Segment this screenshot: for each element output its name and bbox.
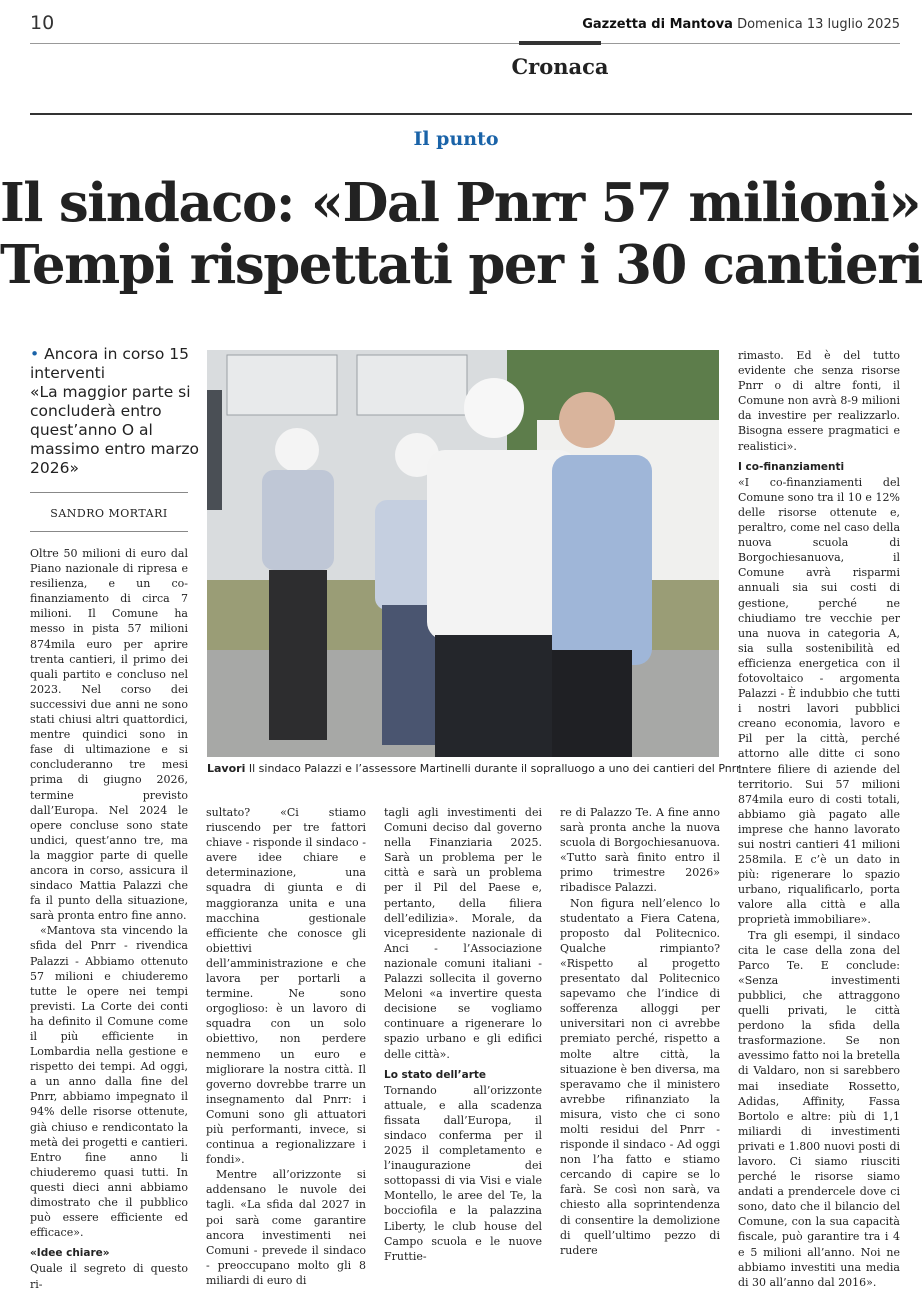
construction-site-photo bbox=[207, 350, 719, 757]
caption-label: Lavori bbox=[207, 762, 246, 775]
subheading: I co-finanziamenti bbox=[738, 460, 845, 473]
blue-bullet-icon: • bbox=[30, 345, 40, 363]
paragraph: «I co-finanziamenti del Comune sono tra il 10 e 12% delle risorse ottenute e, peraltro, come nel caso della nuova scuola di Borgochiesanuova, il Comune avrà risparmi annuali sia sui costi di gestione, perché ne chiudiamo tre vecchie per una nuova in categoria A, sia sulla sostenibilità ed efficienza energetica con il fotovoltaico - argomenta Palazzi - È indubbio che tutti i nostri lavori pubblici creano economia, lavoro e Pil per la città, perché attorno alle ditte ci sono intere filiere di aziende del territorio. Sui 57 milioni 874mila euro di costi totali, abbiamo già pagato alle imprese che hanno lavorato sui nostri cantieri 41 milioni 258mila. E c’è un dato in più: rigenerare lo spazio urbano, riqualificarlo, porta valore alla città e alla proprietà immobiliare». bbox=[738, 475, 900, 927]
masthead-line bbox=[582, 17, 900, 32]
section-divider bbox=[30, 113, 912, 115]
author-byline: SANDRO MORTARI bbox=[50, 507, 168, 520]
text-column-5 bbox=[738, 348, 900, 1289]
text-column-1 bbox=[30, 546, 188, 1291]
section-name: Cronaca bbox=[511, 54, 609, 79]
paragraph: Non figura nell’elenco lo studentato a Fiera Catena, proposto dal Politecnico. Qualche rimpianto? «Rispetto al progetto presentato dal Politecnico sapevamo che l’indice di sofferenza alloggi per universitari non ci avrebbe premiato perché, rispetto a molte altre città, la situazione è ben diversa, ma speravamo che il ministero avrebbe rifinanziato la misura, visto che ci sono molti residui del Pnrr - risponde il sindaco - Ad oggi non l’ha fatto e stiamo cercando di capire se lo farà. Se così non sarà, va chiesto alla soprintendenza di consentire la demolizione di quell’ultimo pezzo di rudere bbox=[560, 896, 720, 1257]
caption-text: Il sindaco Palazzi e l’assessore Martinelli durante il sopralluogo a uno dei cantieri del Pnrr bbox=[245, 762, 741, 775]
paragraph: Tra gli esempi, il sindaco cita le case della zona del Parco Te. E conclude: «Senza investimenti pubblici, che attraggono quelli privati, le città perdono la sfida della trasformazione. Se non avessimo fatto noi la bretella di Valdaro, non si sarebbero mai insediate Rossetto, Adidas, Affinity, Fassa Bortolo e altre: più di 1,1 miliardi di investimenti privati e 1.800 nuovi posti di lavoro. Ci siamo riusciti perché le risorse siamo andati a prendercele dove ci sono, dato che il bilancio del Comune, con la sua capacità fiscale, può garantire tra i 4 e 5 milioni all’anno. Noi ne abbiamo investiti una media di 30 all’anno dal 2016». bbox=[738, 928, 900, 1289]
text-column-3 bbox=[384, 805, 542, 1263]
text-column-2 bbox=[206, 805, 366, 1287]
subheading: «Idee chiare» bbox=[30, 1247, 110, 1260]
newspaper-name: Gazzetta di Mantova bbox=[582, 17, 733, 32]
paragraph: re di Palazzo Te. A fine anno sarà pronta anche la nuova scuola di Borgochiesanuova. «Tutto sarà finito entro il primo trimestre 2026» ribadisce Palazzi. bbox=[560, 806, 720, 895]
section-bar bbox=[519, 41, 601, 45]
article-summary bbox=[30, 345, 200, 478]
paragraph: rimasto. Ed è del tutto evidente che senza risorse Pnrr o di altre fonti, il Comune non avrà 8-9 milioni da investire per realizzarlo. Bisogna essere pragmatici e realistici». bbox=[738, 349, 900, 453]
top-divider bbox=[30, 43, 900, 44]
article-kicker: Il punto bbox=[413, 128, 499, 150]
subheading: Lo stato dell’arte bbox=[384, 1068, 487, 1081]
text-column-4 bbox=[560, 805, 720, 1257]
photo-caption bbox=[207, 762, 741, 775]
headline-line-1: Il sindaco: «Dal Pnrr 57 milioni» bbox=[0, 172, 920, 234]
article-photo bbox=[207, 350, 719, 757]
paragraph: Quale il segreto di questo ri- bbox=[30, 1262, 188, 1291]
issue-date: Domenica 13 luglio 2025 bbox=[737, 17, 900, 32]
paragraph: Tornando all’orizzonte attuale, e alla scadenza fissata dall’Europa, il sindaco conferma per il 2025 il completamento e l’inaugurazione dei sottopassi di via Visi e viale Montello, le aree del Te, la bocciofila e la palazzina Liberty, le club house del Campo scuola e le nuove Fruttie- bbox=[384, 1083, 542, 1263]
author-rule-top bbox=[30, 492, 188, 493]
paragraph: Oltre 50 milioni di euro dal Piano nazionale di ripresa e resilienza, e un co-finanziamento di circa 7 milioni. Il Comune ha messo in pista 57 milioni 874mila euro per aprire trenta cantieri, il primo dei quali partito e concluso nel 2023. Nel corso dei successivi due anni ne sono stati chiusi altri quattordici, mentre quindici sono in fase di ultimazione e si concluderanno tre mesi prima di giugno 2026, termine previsto dall’Europa. Nel 2024 le opere concluse sono state undici, quest’anno tre, ma la maggior parte di quelle ancora in corso, assicura il sindaco Mattia Palazzi che fa il punto della situazione, sarà pronta entro fine anno. bbox=[30, 547, 188, 923]
summary-line-2: «La maggior parte si concluderà entro quest’anno O al massimo entro marzo 2026» bbox=[30, 383, 200, 477]
paragraph: sultato? «Ci stiamo riuscendo per tre fattori chiave - risponde il sindaco - avere idee chiare e determinazione, una squadra di giunta e di maggioranza unita e una macchina gestionale efficiente che conosce gli obiettivi dell’amministrazione e che lavora per portarli a termine. Ne sono orgoglioso: è un lavoro di squadra con un solo obiettivo, non perdere nemmeno un euro e migliorare la nostra città. Il governo dovrebbe trarre un insegnamento dal Pnrr: i Comuni sono gli attuatori più performanti, invece, si continua a regionalizzare i fondi». bbox=[206, 806, 366, 1167]
paragraph: tagli agli investimenti dei Comuni deciso dal governo nella Finanziaria 2025. Sarà un problema per le città e sarà un problema per il Pil del Paese e, pertanto, della filiera dell’edilizia». Morale, da vicepresidente nazionale di Anci - l’Associazione nazionale comuni italiani - Palazzi sollecita il governo Meloni «a invertire questa decisione se vogliamo continuare a rigenerare lo spazio urbano e gli edifici delle città». bbox=[384, 806, 542, 1061]
summary-line-1: Ancora in corso 15 interventi bbox=[30, 345, 189, 382]
page-number: 10 bbox=[30, 12, 55, 34]
paragraph: «Mantova sta vincendo la sfida del Pnrr - rivendica Palazzi - Abbiamo ottenuto 57 milioni e chiuderemo tutte le opere nei tempi previsti. La Corte dei conti ha definito il Comune come il più efficiente in Lombardia nella gestione e rispetto dei tempi. Ad oggi, a un anno dalla fine del Pnrr, abbiamo impegnato il 94% delle risorse ottenute, già chiuso e rendicontato la metà dei progetti e cantieri. Entro fine anno li chiuderemo quasi tutti. In questi dieci anni abbiamo dimostrato che il pubblico può essere efficiente ed efficace». bbox=[30, 924, 188, 1240]
paragraph: Mentre all’orizzonte si addensano le nuvole dei tagli. «La sfida dal 2027 in poi sarà come garantire ancora investimenti nei Comuni - prevede il sindaco - preoccupano molto gli 8 miliardi di euro di bbox=[206, 1168, 366, 1287]
author-rule-bottom bbox=[30, 531, 188, 532]
headline-line-2: Tempi rispettati per i 30 cantieri bbox=[0, 234, 922, 296]
